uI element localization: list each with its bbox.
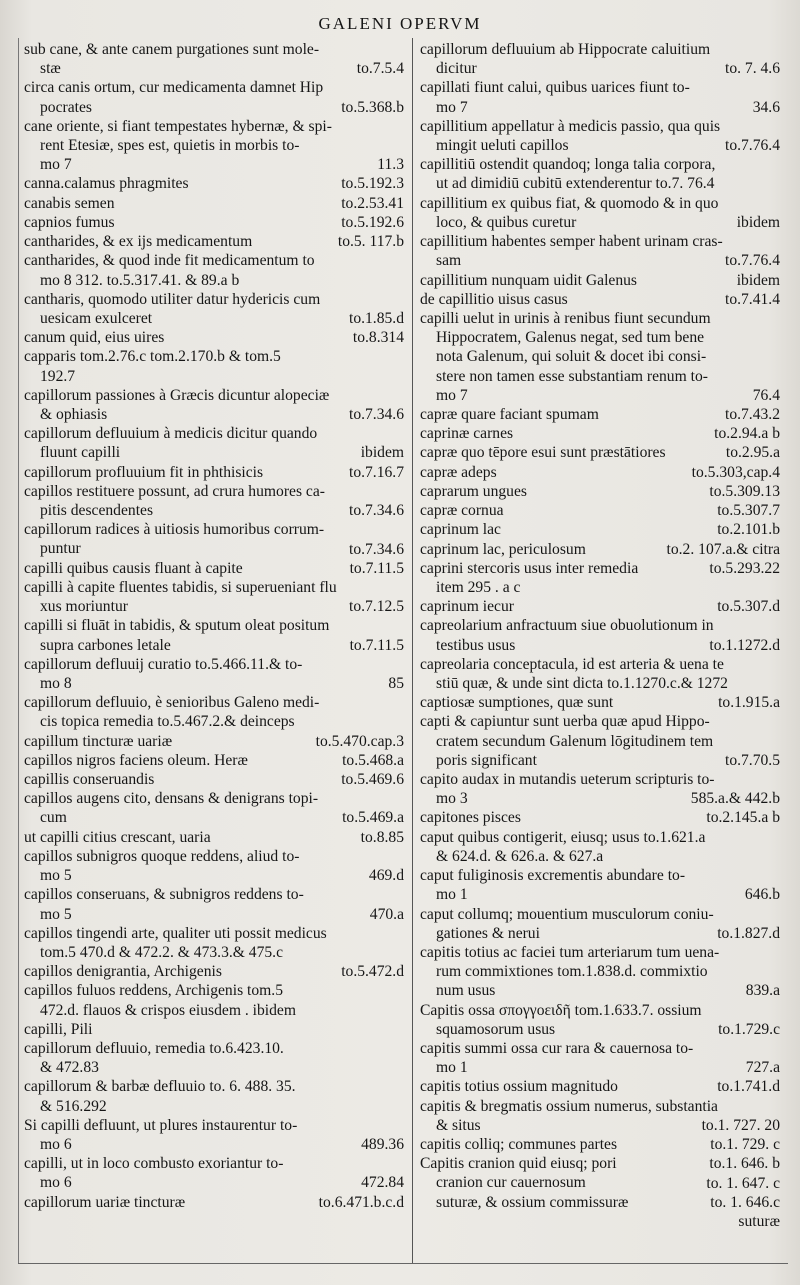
index-entry [24, 616, 406, 654]
index-entry [420, 1001, 782, 1039]
entry-text: caprinæ carnes [420, 425, 514, 443]
entry-reference: to.1.915.a [718, 694, 780, 712]
entry-text: capræ quo tēpore esui sunt præstātiores [420, 444, 666, 462]
entry-reference: 85 [388, 674, 404, 692]
entry-text: caput collumq; mouentium musculorum coniu- [420, 905, 714, 923]
index-entry [24, 520, 406, 558]
entry-reference: ibidem [736, 271, 780, 289]
entry-reference: to.1. 727. 20 [701, 1116, 780, 1134]
entry-text: cantharides, & quod inde fit medicamentum to [24, 252, 315, 270]
entry-continuation: mo 6 [40, 1135, 72, 1153]
entry-continuation: poris significant [436, 751, 537, 769]
index-entry [24, 482, 406, 520]
index-entry [420, 309, 782, 405]
index-entry [24, 1116, 406, 1154]
entry-continuation: item 295 . a c [436, 578, 521, 596]
index-entry [24, 117, 406, 175]
entry-continuation: & 516.292 [40, 1097, 107, 1115]
entry-reference: to.5.368.b [341, 98, 404, 116]
index-entry [420, 655, 782, 693]
index-entry [24, 78, 406, 116]
entry-text: capillos nigros faciens oleum. Heræ [24, 751, 248, 769]
entry-continuation: rent Etesiæ, spes est, quietis in morbis to- [40, 137, 300, 155]
index-entry [420, 1154, 782, 1173]
entry-reference: to.2.53.41 [341, 194, 404, 212]
catchword: suturæ [738, 1212, 780, 1230]
entry-text: caput fuliginosis excrementis abundare to- [420, 867, 686, 885]
index-entry [24, 693, 406, 731]
entry-text: capillos denigrantia, Archigenis [24, 963, 222, 981]
entry-reference: to.1.85.d [348, 309, 404, 327]
index-entry [420, 405, 782, 424]
entry-reference: to.5.307.d [717, 598, 780, 616]
entry-reference: ibidem [360, 444, 404, 462]
index-entry [24, 386, 406, 424]
entry-reference: to.7.11.5 [349, 559, 404, 577]
entry-text: capillis conseruandis [24, 771, 155, 789]
entry-text: capræ quare faciant spumam [420, 405, 599, 423]
entry-text: capti & capiuntur sunt uerba quæ apud Hippo- [420, 713, 710, 731]
entry-text: capillitium appellatur à medicis passio, qua quis [420, 117, 721, 135]
entry-continuation: gationes & nerui [436, 924, 540, 942]
entry-text: capillitium nunquam uidit Galenus [420, 271, 637, 289]
entry-continuation: mo 1 [436, 1059, 468, 1077]
entry-reference: to.7.76.4 [724, 137, 780, 155]
index-entry [420, 155, 782, 193]
entry-continuation: mo 6 [40, 1174, 72, 1192]
index-entry [420, 232, 782, 270]
entry-text: capitones pisces [420, 809, 521, 827]
entry-text: capitis totius ossium magnitudo [420, 1078, 618, 1096]
index-entry [420, 40, 782, 78]
entry-text: capilli si fluāt in tabidis, & sputum oleat positum [24, 617, 330, 635]
entry-continuation: mo 8 [40, 674, 72, 692]
entry-continuation: stere non tamen esse substantiam renum to- [436, 367, 708, 385]
entry-text: capillos restituere possunt, ad crura humores ca- [24, 482, 325, 500]
entry-continuation: cratem secundum Galenum lōgitudinem tem [436, 732, 714, 750]
entry-text: capillos augens cito, densans & denigrans topi- [24, 790, 319, 808]
entry-reference: to.5.472.d [341, 963, 404, 981]
entry-continuation: rum commixtiones tom.1.838.d. commixtio [436, 963, 708, 981]
index-entry [420, 482, 782, 501]
entry-text: cranion cur cauernosum [436, 1174, 586, 1192]
entry-text: caprini stercoris usus inter remedia [420, 559, 639, 577]
entry-continuation: puntur [40, 540, 81, 558]
entry-reference: to.7.70.5 [724, 751, 780, 769]
entry-text: capitis totius ac faciei tum arteriarum tum uena- [420, 943, 720, 961]
entry-continuation: nota Galenum, qui soluit & docet ibi consi- [436, 348, 707, 366]
entry-text: capillorum & barbæ defluuio to. 6. 488. 35. [24, 1078, 296, 1096]
entry-reference: to.5.309.13 [709, 482, 780, 500]
entry-continuation: dicitur [436, 60, 477, 78]
entry-text: cantharides, & ex ijs medicamentum [24, 233, 253, 251]
index-entry [420, 271, 782, 290]
left-margin-rule [18, 38, 19, 1263]
entry-reference: to.1.741.d [717, 1078, 780, 1096]
index-entry [24, 981, 406, 1019]
entry-reference: to.5.307.7 [717, 502, 780, 520]
entry-reference: to.2.145.a b [706, 809, 780, 827]
entry-text: caprinum lac [420, 521, 501, 539]
entry-reference: ibidem [736, 213, 780, 231]
entry-text: capitis summi ossa cur rara & cauernosa to- [420, 1039, 694, 1057]
entry-continuation: mo 7 [40, 156, 72, 174]
entry-continuation: 192.7 [40, 367, 76, 385]
index-column-right [420, 40, 782, 1260]
index-entry [24, 789, 406, 827]
entry-text: capitis colliq; communes partes [420, 1136, 618, 1154]
index-entry [24, 328, 406, 347]
index-entry [24, 578, 406, 616]
index-entry [420, 1135, 782, 1154]
entry-text: cane oriente, si fiant tempestates hybernæ, & spi- [24, 117, 332, 135]
entry-text: capilli quibus causis fluant à capite [24, 559, 243, 577]
index-entry [420, 770, 782, 808]
entry-continuation: stæ [40, 60, 61, 78]
index-entry [24, 962, 406, 981]
entry-text: capillos tingendi arte, qualiter uti possit medicus [24, 924, 327, 942]
entry-text: capreolaria conceptacula, id est arteria & uena te [420, 655, 724, 673]
index-entry [420, 501, 782, 520]
entry-text: capillitiū ostendit quandoq; longa talia corpora, [420, 156, 716, 174]
index-entry [420, 1193, 782, 1231]
entry-text: capillorum passiones à Græcis dicuntur alopeciæ [24, 386, 330, 404]
entry-text: de capillitio uisus casus [420, 290, 568, 308]
index-entry [420, 1173, 782, 1192]
entry-continuation: pocrates [40, 98, 92, 116]
index-entry [24, 232, 406, 251]
entry-text: capito audax in mutandis ueterum scripturis to- [420, 771, 715, 789]
index-entry [420, 424, 782, 443]
entry-continuation: sam [436, 252, 462, 270]
entry-text: canna.calamus phragmites [24, 175, 189, 193]
index-entry [420, 559, 782, 597]
index-entry [420, 463, 782, 482]
entry-text: capillorum defluuio, è senioribus Galeno medi- [24, 694, 320, 712]
index-entry [420, 866, 782, 904]
entry-reference: 34.6 [752, 98, 780, 116]
entry-text: capræ cornua [420, 502, 504, 520]
entry-reference: to.2.94.a b [714, 425, 780, 443]
index-entry [24, 885, 406, 923]
entry-continuation: & 624.d. & 626.a. & 627.a [436, 847, 604, 865]
entry-text: capillorum defluuium ab Hippocrate caluitium [420, 41, 711, 58]
entry-reference: to.5.468.a [342, 751, 404, 769]
entry-text: circa canis ortum, cur medicamenta damnet Hip [24, 79, 324, 97]
index-entry [24, 347, 406, 385]
index-entry [420, 117, 782, 155]
entry-continuation: mo 1 [436, 886, 468, 904]
index-entry [24, 424, 406, 462]
entry-text: capillos subnigros quoque reddens, aliud to- [24, 847, 300, 865]
index-entry [24, 751, 406, 770]
column-rule [412, 38, 413, 1263]
entry-reference: to.5.293.22 [709, 559, 780, 577]
index-entry [420, 943, 782, 1001]
entry-continuation: fluunt capilli [40, 444, 121, 462]
entry-reference: to.7.34.6 [348, 406, 404, 424]
index-entry [420, 808, 782, 827]
entry-text: captiosæ sumptiones, quæ sunt [420, 694, 614, 712]
index-entry [24, 174, 406, 193]
entry-text: caput quibus contigerit, eiusq; usus to.1.621.a [420, 828, 706, 846]
index-entry [420, 290, 782, 309]
entry-reference: to.5.192.3 [341, 175, 404, 193]
entry-text: capillati fiunt calui, quibus uarices fiunt to- [420, 79, 690, 97]
index-entry [420, 905, 782, 943]
entry-reference: to. 1. 646.c [710, 1193, 780, 1211]
entry-reference: to.7.12.5 [348, 598, 404, 616]
index-entry [24, 1020, 406, 1039]
entry-continuation: loco, & quibus curetur [436, 213, 577, 231]
entry-text: cantharis, quomodo utiliter datur hydericis cum [24, 290, 321, 308]
entry-text: Capitis cranion quid eiusq; pori [420, 1155, 617, 1173]
index-entry [24, 213, 406, 232]
entry-continuation: supra carbones letale [40, 636, 171, 654]
entry-reference: to.7.16.7 [348, 463, 404, 481]
index-entry [420, 1077, 782, 1096]
entry-continuation: mo 8 312. to.5.317.41. & 89.a b [40, 271, 240, 289]
entry-reference: to.8.314 [352, 329, 404, 347]
index-entry [24, 251, 406, 289]
index-entry [24, 40, 406, 78]
index-entry [24, 847, 406, 885]
entry-reference: 489.36 [361, 1136, 404, 1153]
entry-reference: to. 1. 647. c [706, 1174, 780, 1192]
entry-text: capillitium ex quibus fiat, & quomodo & in quo [420, 194, 719, 212]
index-entry [420, 616, 782, 654]
entry-text: canabis semen [24, 194, 115, 212]
index-entry [420, 1039, 782, 1077]
index-entry [420, 443, 782, 462]
entry-continuation: stiū quæ, & unde sint dicta to.1.1270.c.& 1272 [436, 675, 728, 692]
index-entry [420, 597, 782, 616]
entry-reference: to.2.101.b [717, 521, 780, 539]
entry-text: capilli uelut in urinis à renibus fiunt secundum [420, 309, 711, 327]
index-entry [24, 1193, 406, 1212]
running-head: GALENI OPERVM [318, 14, 482, 33]
index-entry [24, 1154, 406, 1192]
entry-reference: to.1. 729. c [710, 1136, 780, 1154]
entry-text: capillorum defluuij curatio to.5.466.11.& to- [24, 655, 303, 673]
entry-text: capillorum uariæ tincturæ [24, 1193, 186, 1211]
entry-reference: to.1.729.c [718, 1020, 780, 1038]
entry-reference: to.7.34.6 [348, 540, 404, 558]
entry-text: sub cane, & ante canem purgationes sunt mole- [24, 41, 320, 58]
entry-reference: to.5.303,cap.4 [691, 463, 780, 481]
entry-text: capilli, ut in loco combusto exoriantur to- [24, 1155, 284, 1173]
entry-continuation: mo 7 [436, 386, 468, 404]
entry-reference: to.1. 646. b [709, 1155, 780, 1173]
entry-text: suturæ, & ossium commissuræ [436, 1193, 629, 1211]
entry-reference: 470.a [369, 905, 404, 923]
entry-continuation: mo 5 [40, 867, 72, 885]
entry-reference: 839.a [745, 982, 780, 1000]
entry-reference: 76.4 [752, 386, 780, 404]
bottom-rule [18, 1263, 788, 1264]
entry-continuation: 472.d. flauos & crispos eiusdem . ibidem [40, 1001, 296, 1019]
index-entry [24, 770, 406, 789]
entry-continuation: uesicam exulceret [40, 309, 153, 327]
entry-continuation: testibus usus [436, 636, 516, 654]
entry-continuation: Hippocratem, Galenus negat, sed tum bene [436, 329, 705, 347]
entry-reference: to.7.11.5 [349, 636, 404, 654]
entry-reference: to.7.41.4 [724, 290, 780, 308]
entry-reference: to.2. 107.a.& citra [666, 540, 780, 558]
entry-continuation: num usus [436, 982, 496, 1000]
entry-reference: to.7.5.4 [356, 60, 404, 78]
entry-text: caprarum ungues [420, 482, 527, 500]
entry-continuation: & 472.83 [40, 1059, 99, 1077]
entry-reference: to.1.1272.d [709, 636, 780, 654]
index-entry [420, 194, 782, 232]
entry-continuation: pitis descendentes [40, 502, 154, 520]
entry-text: capilli à capite fluentes tabidis, si superueniant flu [24, 578, 337, 596]
entry-text: ut capilli citius crescant, uaria [24, 828, 211, 846]
entry-reference: to.1.827.d [717, 924, 780, 942]
entry-text: capillorum defluuio, remedia to.6.423.10. [24, 1039, 284, 1057]
entry-text: capillorum radices à uitiosis humoribus corrum- [24, 521, 325, 539]
index-entry [24, 924, 406, 962]
index-entry [420, 540, 782, 559]
entry-text: capparis tom.2.76.c tom.2.170.b & tom.5 [24, 348, 281, 366]
entry-reference: to.5.469.6 [341, 771, 404, 789]
entry-reference: 469.d [368, 867, 404, 885]
entry-text: capreolarium anfractuum siue obuolutionum in [420, 617, 714, 635]
entry-text: canum quid, eius uires [24, 329, 165, 347]
entry-continuation: ut ad dimidiū cubitū extenderentur to.7. 76.4 [436, 175, 715, 193]
entry-reference: 11.3 [377, 156, 404, 174]
entry-reference: 646.b [744, 886, 780, 904]
entry-text: Capitis ossa σπογγοειδῆ tom.1.633.7. ossium [420, 1001, 702, 1019]
index-entry [420, 78, 782, 116]
index-entry [24, 1039, 406, 1077]
entry-reference: to.6.471.b.c.d [318, 1193, 404, 1211]
entry-reference: to.2.95.a [725, 444, 780, 462]
entry-reference: to.5.469.a [342, 809, 404, 827]
entry-text: capillorum profluuium fit in phthisicis [24, 463, 264, 481]
entry-continuation: cis topica remedia to.5.467.2.& deinceps [40, 713, 295, 731]
entry-text: capitis & bregmatis ossium numerus, substantia [420, 1097, 718, 1115]
entry-continuation: & ophiasis [40, 406, 108, 423]
entry-continuation: mo 7 [436, 98, 468, 116]
entry-continuation: mingit ueluti capillos [436, 137, 569, 155]
entry-reference: to.8.85 [360, 828, 404, 846]
entry-reference: to.7.43.2 [724, 406, 780, 423]
entry-text: capilli, Pili [24, 1020, 93, 1038]
index-entry [420, 693, 782, 712]
entry-text: caprinum iecur [420, 598, 514, 616]
index-entry [420, 712, 782, 770]
entry-reference: to.7.76.4 [724, 252, 780, 270]
entry-text: caprinum lac, periculosum [420, 540, 586, 558]
index-entry [24, 732, 406, 751]
index-entry [24, 290, 406, 328]
entry-reference: 585.a.& 442.b [690, 790, 780, 808]
entry-continuation: squamosorum usus [436, 1020, 556, 1038]
index-entry [420, 828, 782, 866]
index-column-left [24, 40, 406, 1260]
entry-reference: to.7.34.6 [348, 502, 404, 520]
entry-text: capræ adeps [420, 463, 497, 481]
index-entry [24, 463, 406, 482]
index-entry [420, 1097, 782, 1135]
entry-reference: 727.a [745, 1059, 780, 1077]
entry-text: capillitium habentes semper habent urinam cras- [420, 233, 723, 251]
entry-reference: to.5. 117.b [337, 233, 404, 251]
entry-continuation: mo 3 [436, 790, 468, 808]
entry-reference: to.5.470.cap.3 [315, 732, 404, 750]
entry-continuation: cum [40, 809, 67, 827]
index-entry [24, 194, 406, 213]
entry-text: capnios fumus [24, 213, 115, 231]
entry-reference: 472.84 [361, 1174, 404, 1192]
index-entry [24, 655, 406, 693]
index-entry [420, 520, 782, 539]
index-entry [24, 559, 406, 578]
entry-reference: to.5.192.6 [341, 213, 404, 231]
entry-continuation: xus moriuntur [40, 598, 128, 616]
entry-text: capillorum defluuium à medicis dicitur quando [24, 425, 318, 443]
entry-continuation: mo 5 [40, 905, 72, 923]
entry-continuation: tom.5 470.d & 472.2. & 473.3.& 475.c [40, 943, 283, 961]
index-entry [24, 1077, 406, 1115]
entry-text: capillum tincturæ uariæ [24, 732, 173, 750]
entry-reference: to. 7. 4.6 [724, 60, 780, 78]
index-entry [24, 828, 406, 847]
entry-text: capillos fuluos reddens, Archigenis tom.5 [24, 982, 283, 1000]
entry-text: Si capilli defluunt, ut plures instaurentur to- [24, 1116, 298, 1134]
entry-text: capillos conseruans, & subnigros reddens to- [24, 886, 304, 904]
entry-continuation: & situs [436, 1116, 481, 1134]
